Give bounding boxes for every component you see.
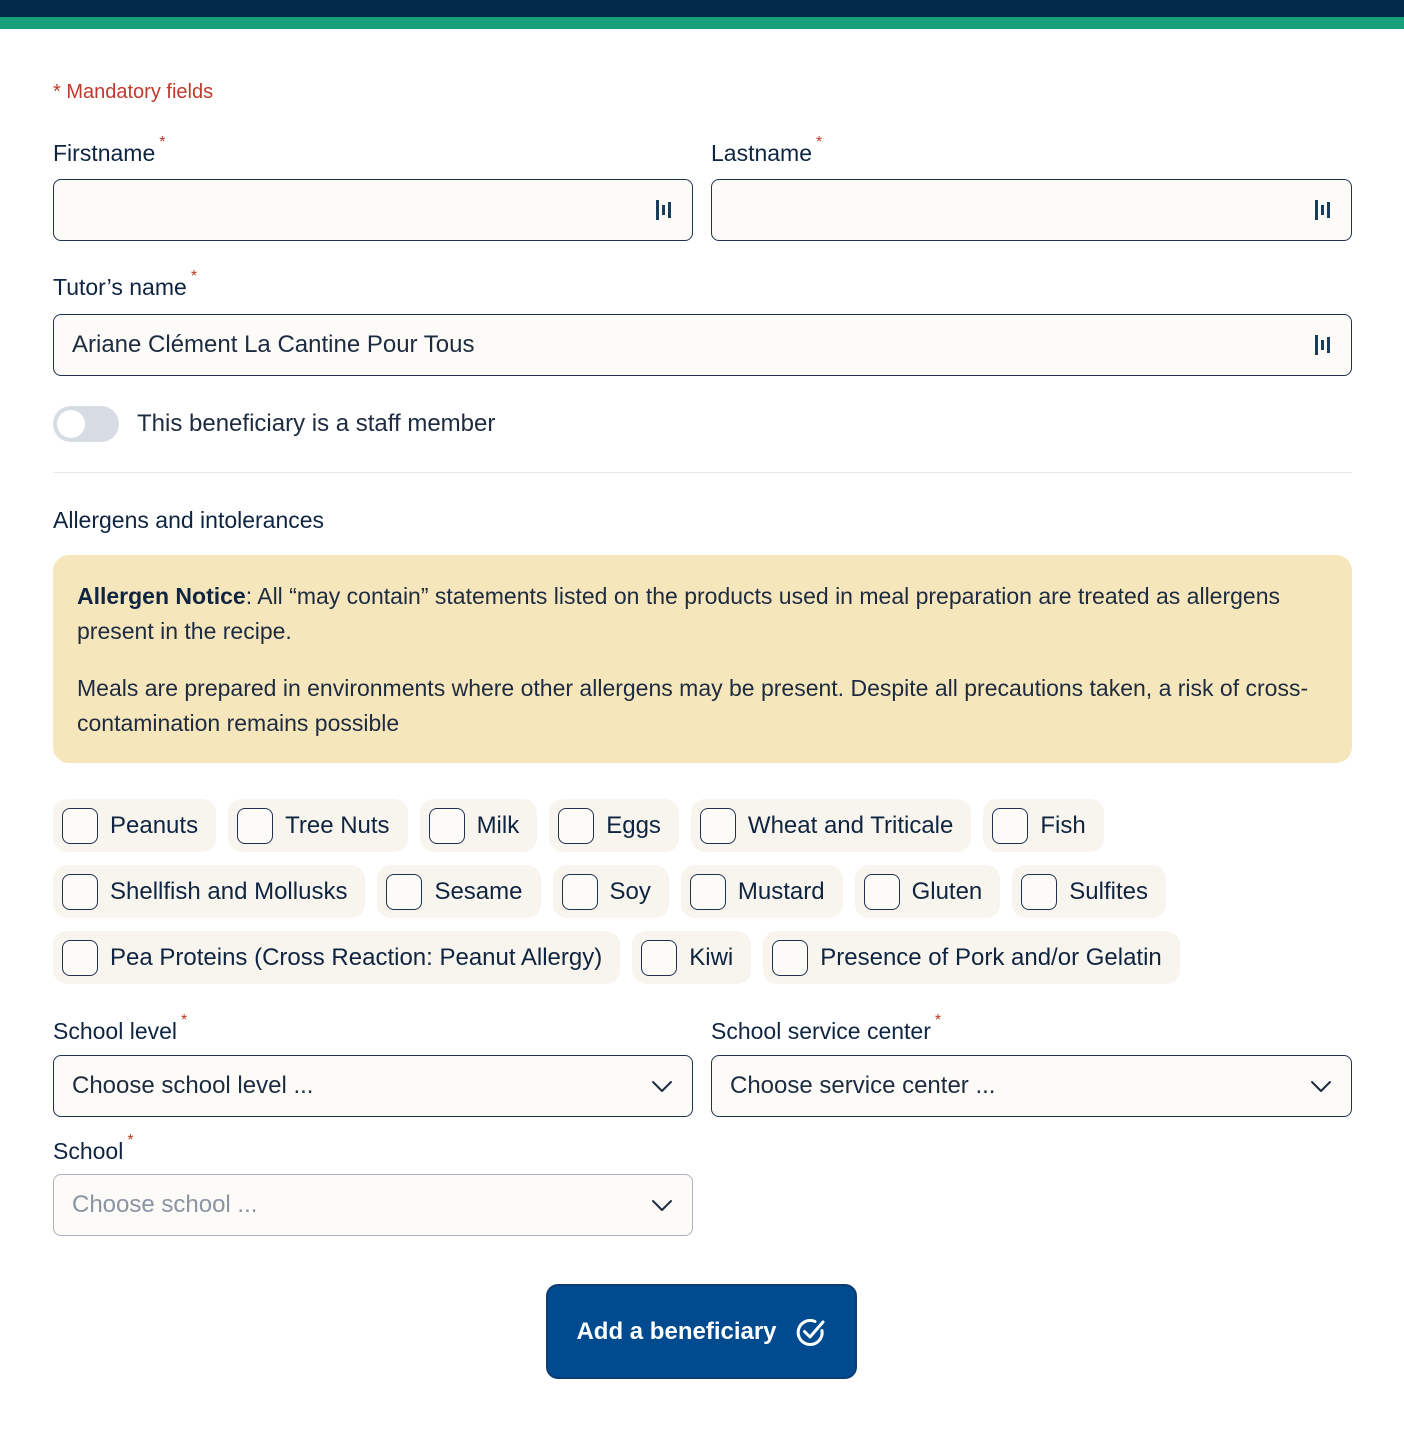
tutor-label [53,268,198,301]
allergen-label: Wheat and Triticale [747,811,954,839]
allergen-label: Sulfites [1069,877,1148,905]
checkbox[interactable] [62,808,98,844]
service-center-label-text: School service center [711,1018,931,1044]
allergen-label: Tree Nuts [285,811,390,839]
add-beneficiary-label: Add a beneficiary [576,1317,777,1345]
checkbox[interactable] [558,808,594,844]
allergen-label: Soy [609,877,651,905]
chevron-down-icon [1309,1074,1333,1098]
notice-text: : All “may contain” statements listed on the products used in meal preparation are treated as allergens present in the recipe. [77,583,1280,644]
allergen-mustard[interactable] [681,865,843,918]
allergen-row [53,865,1363,918]
service-center-select[interactable] [711,1055,1352,1117]
checkbox[interactable] [429,808,465,844]
allergen-label: Gluten [911,877,983,905]
service-center-label [711,1012,942,1045]
checkbox[interactable] [700,808,736,844]
notice-paragraph-1 [77,579,1328,649]
allergen-kiwi[interactable] [632,931,751,984]
allergen-eggs[interactable] [549,799,679,852]
allergen-soy[interactable] [553,865,669,918]
allergen-milk[interactable] [420,799,538,852]
firstname-input[interactable] [53,179,693,241]
allergen-peanuts[interactable] [53,799,216,852]
allergen-notice [53,555,1352,763]
required-mark: * [181,1012,188,1029]
divider [53,472,1352,473]
checkbox[interactable] [992,808,1028,844]
add-beneficiary-button[interactable] [546,1284,857,1379]
allergen-pea-proteins[interactable] [53,931,620,984]
checkbox[interactable] [690,874,726,910]
required-mark: * [190,268,198,285]
tutor-value: Ariane Clément La Cantine Pour Tous [72,331,475,358]
notice-paragraph-2: Meals are prepared in environments where other allergens may be present. Despite all precautions taken, a risk of cross-contamination remains possible [77,675,1309,736]
password-manager-icon[interactable] [1315,199,1333,221]
tutor-input[interactable] [53,314,1352,376]
checkbox[interactable] [62,940,98,976]
service-center-value: Choose service center ... [730,1072,996,1099]
staff-member-toggle[interactable] [53,406,119,442]
school-value: Choose school ... [72,1191,258,1218]
checkbox[interactable] [772,940,808,976]
allergen-tree-nuts[interactable] [228,799,407,852]
school-select[interactable] [53,1174,693,1236]
allergen-label: Presence of Pork and/or Gelatin [820,943,1162,971]
required-mark: * [127,1132,134,1149]
school-label-text: School [53,1138,124,1164]
allergen-label: Peanuts [110,811,199,839]
mandatory-fields-note: * Mandatory fields [53,81,214,103]
allergen-sulfites[interactable] [1012,865,1166,918]
checkbox[interactable] [864,874,900,910]
allergen-wheat-triticale[interactable] [691,799,971,852]
checkbox[interactable] [237,808,273,844]
required-mark: * [934,1012,942,1029]
allergen-label: Fish [1040,811,1086,839]
required-mark: * [816,134,823,151]
school-level-label-text: School level [53,1018,178,1044]
allergen-label: Eggs [606,811,661,839]
firstname-label-text: Firstname [53,140,156,166]
password-manager-icon[interactable] [656,199,674,221]
allergen-label: Pea Proteins (Cross Reaction: Peanut Allergy) [110,943,603,971]
allergen-label: Milk [476,811,520,839]
required-mark: * [159,134,166,151]
checkbox[interactable] [62,874,98,910]
checkbox[interactable] [1021,874,1057,910]
allergen-gluten[interactable] [855,865,1001,918]
school-level-select[interactable] [53,1055,693,1117]
lastname-label-text: Lastname [711,140,813,166]
allergen-label: Kiwi [689,943,734,971]
allergen-sesame[interactable] [377,865,540,918]
allergen-pork-gelatin[interactable] [763,931,1180,984]
password-manager-icon[interactable] [1315,334,1333,356]
toggle-knob [57,410,85,438]
firstname-label [53,134,166,167]
tutor-label-text: Tutor’s name [53,274,187,300]
lastname-label [711,134,823,167]
allergen-fish[interactable] [983,799,1103,852]
allergen-row [53,931,1363,984]
school-label [53,1132,134,1165]
school-level-value: Choose school level ... [72,1072,314,1099]
staff-member-label: This beneficiary is a staff member [137,410,496,437]
allergen-checkbox-list [53,799,1363,997]
top-bar-accent [0,17,1404,29]
chevron-down-icon [650,1074,674,1098]
allergen-label: Shellfish and Mollusks [110,877,348,905]
allergens-title: Allergens and intolerances [53,507,325,533]
checkbox[interactable] [386,874,422,910]
school-level-label [53,1012,188,1045]
notice-title: Allergen Notice [77,583,246,609]
allergen-shellfish-mollusks[interactable] [53,865,365,918]
check-circle-icon [795,1316,827,1348]
chevron-down-icon [650,1193,674,1217]
allergen-row [53,799,1363,852]
lastname-input[interactable] [711,179,1352,241]
checkbox[interactable] [562,874,598,910]
top-bar [0,0,1404,17]
allergen-label: Mustard [737,877,825,905]
allergen-label: Sesame [434,877,523,905]
checkbox[interactable] [641,940,677,976]
